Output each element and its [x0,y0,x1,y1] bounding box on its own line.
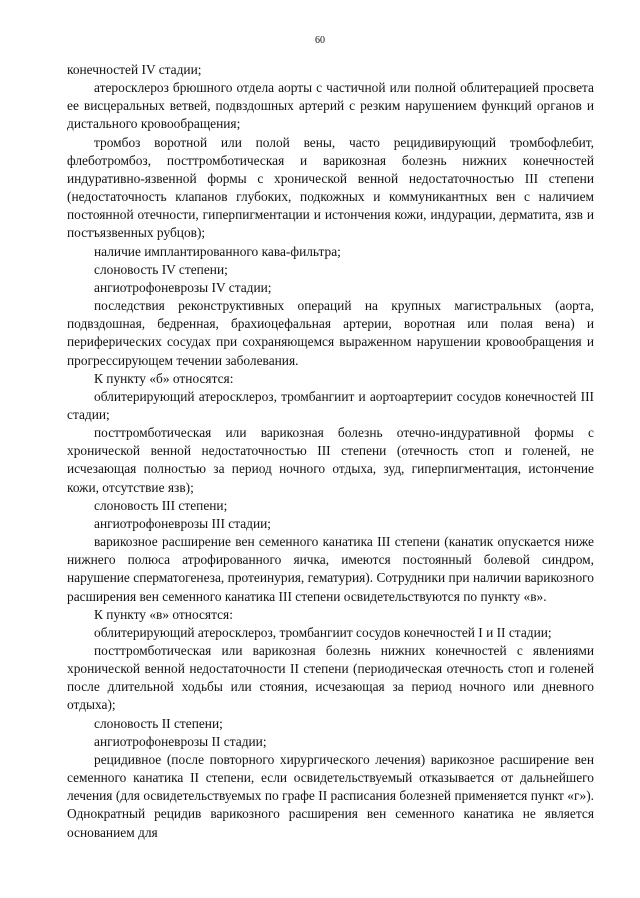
paragraph: посттромботическая или варикозная болезнь отечно-индуративной формы с хронической венной недостаточностью III степени (отечность стоп и голеней, не исчезающая полностью за период ночного отдыха, зуд, гиперпигментация, истончение кожи, отсутствие язв); [67,425,594,495]
section-heading: К пункту «в» относятся: [94,606,233,622]
paragraph: последствия реконструктивных операций на крупных магистральных (аорта, подвздошная, бедренная, брахиоцефальная артерии, воротная или полая вена) и периферических сосудах при сохраняющемся выраженном нарушении кровообращения и прогрессирующем течении заболевания. [67,298,594,368]
paragraph: тромбоз воротной или полой вены, часто рецидивирующий тромбофлебит, флеботромбоз, посттромботическая и варикозная болезнь нижних конечностей индуративно-язвенной формы с хронической венной недостаточностью III степени (недостаточность клапанов глубоких, подкожных и коммуникантных вен с наличием постоянной отечности, гиперпигментации и истончения кожи, индурации, дерматита, язв и постъязвенных рубцов); [67,134,594,241]
page-number: 60 [315,35,325,46]
paragraph: облитерирующий атеросклероз, тромбангиит сосудов конечностей I и II стадии; [94,624,552,640]
paragraph: атеросклероз брюшного отдела аорты с частичной или полной облитерацией просвета ее висцеральных ветвей, подвздошных артерий с резким нарушением функций органов и дистального кровообращения; [67,80,594,132]
paragraph: конечностей IV стадии; [67,62,202,77]
paragraph: наличие имплантированного кава-фильтра; [94,243,341,259]
paragraph: слоновость IV степени; [94,261,228,277]
document-body [67,61,594,842]
paragraph: слоновость III степени; [94,497,228,513]
paragraph: слоновость II степени; [94,715,223,731]
paragraph: ангиотрофоневрозы IV стадии; [94,279,272,295]
paragraph: варикозное расширение вен семенного канатика III степени (канатик опускается ниже нижнего полюса атрофированного яичка, имеются постоянный болевой синдром, нарушение сперматогенеза, протеинурия, гематурия). Сотрудники при наличии варикозного расширения вен семенного канатика III степени освидетельствуются по пункту «в». [67,534,594,604]
paragraph: рецидивное (после повторного хирургического лечения) варикозное расширение вен семенного канатика II степени, если освидетельствуемый отказывается от дальнейшего лечения (для освидетельствуемых по графе II расписания болезней применяется пункт «г»). Однократный рецидив варикозного расширения вен семенного канатика не является основанием для [67,751,594,840]
paragraph: ангиотрофоневрозы III стадии; [94,515,272,531]
section-heading: К пункту «б» относятся: [94,370,234,386]
paragraph: посттромботическая или варикозная болезнь нижних конечностей с явлениями хронической венной недостаточности II степени (периодическая отечность стоп и голеней после длительной ходьбы или стояния, исчезающая за период ночного или дневного отдыха); [67,643,594,713]
paragraph: облитерирующий атеросклероз, тромбангиит и аортоартериит сосудов конечностей III стадии; [67,388,594,422]
paragraph: ангиотрофоневрозы II стадии; [94,733,267,749]
